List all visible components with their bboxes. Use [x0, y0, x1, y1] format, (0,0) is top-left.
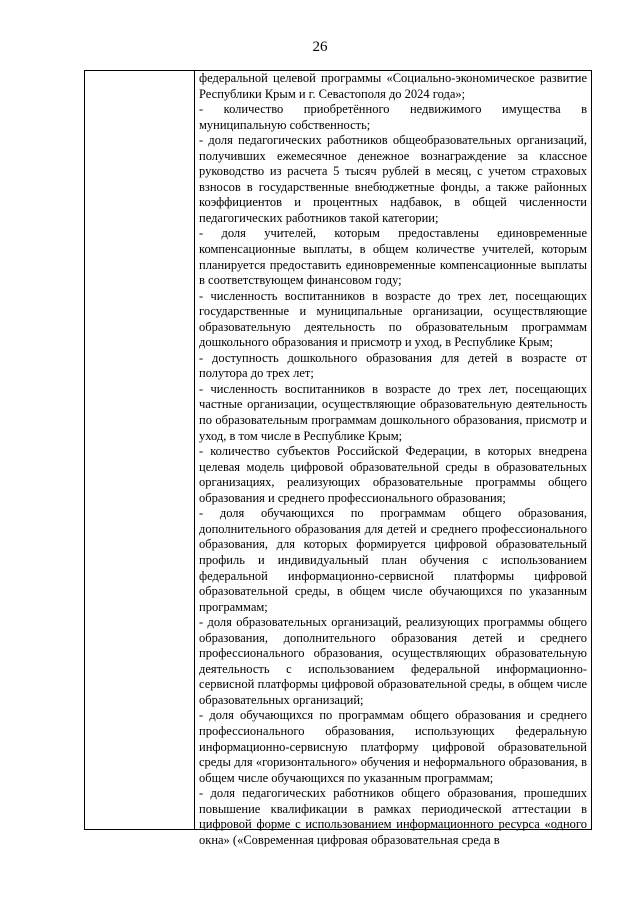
table-paragraph: - доля обучающихся по программам общего образования, дополнительного образования для детей и среднего профессионального образования, для которых формируется цифровой образовательный профиль и индивидуальный план обучения с использованием федеральной информационно-сервисной платформы цифровой образовательной среды, в общем числе обучающихся по указанным программам; — [199, 506, 587, 614]
table-left-cell — [85, 71, 195, 829]
document-table — [84, 70, 592, 847]
table-paragraph: - доля учителей, которым предоставлены единовременные компенсационные выплаты, в общем количестве учителей, которым планируется предоставить единовременные компенсационные выплаты в соответствующем финансовом году; — [199, 226, 587, 288]
table-paragraph: - численность воспитанников в возрасте до трех лет, посещающих государственные и муниципальные организации, осуществляющие образовательную деятельность по образовательным программам дошкольного образования и присмотр и уход, в Республике Крым; — [199, 288, 587, 350]
table-right-cell — [195, 71, 591, 847]
table-paragraph: федеральной целевой программы «Социально-экономическое развитие Республики Крым и г. Севастополя до 2024 года»; — [199, 71, 587, 101]
table-paragraph: - доступность дошкольного образования для детей в возрасте от полутора до трех лет; — [199, 350, 587, 381]
table-paragraph: - количество субъектов Российской Федерации, в которых внедрена целевая модель цифровой образовательной среды в образовательных организациях, реализующих образовательные программы общего образования и среднего профессионального образования; — [199, 444, 587, 505]
table-paragraph: - доля педагогических работников общеобразовательных организаций, получивших ежемесячное денежное вознаграждение за классное руководство из расчета 5 тысяч рублей в месяц, с учетом страховых взносов в государственные внебюджетные фонды, а также районных коэффициентов и процентных надбавок, в общей численности педагогических работников такой категории; — [199, 133, 587, 225]
table-paragraph: - численность воспитанников в возрасте до трех лет, посещающих частные организации, осуществляющие образовательную деятельность по образовательным программам дошкольного образования, присмотр и уход, в том числе в Республике Крым; — [199, 381, 587, 443]
page-number: 26 — [312, 39, 328, 55]
table-paragraph: - количество приобретённого недвижимого имущества в муниципальную собственность; — [199, 102, 587, 132]
table-paragraph: - доля педагогических работников общего образования, прошедших повышение квалификации в рамках периодической аттестации в цифровой форме с использованием информационного ресурса «одного окна» («Современная цифровая образовательная среда в — [199, 786, 587, 847]
table-paragraph: - доля обучающихся по программам общего образования и среднего профессионального образования, использующих федеральную информационно-сервисную платформу цифровой образовательной среды для «горизонтального» обучения и неформального образования, в общем числе обучающихся по указанным программам; — [199, 708, 587, 785]
table-paragraph: - доля образовательных организаций, реализующих программы общего образования, дополнительного образования детей и среднего профессионального образования, осуществляющих образовательную деятельность с использованием федеральной информационно-сервисной платформы цифровой образовательной среды, в общем числе образовательных организаций; — [199, 615, 587, 707]
